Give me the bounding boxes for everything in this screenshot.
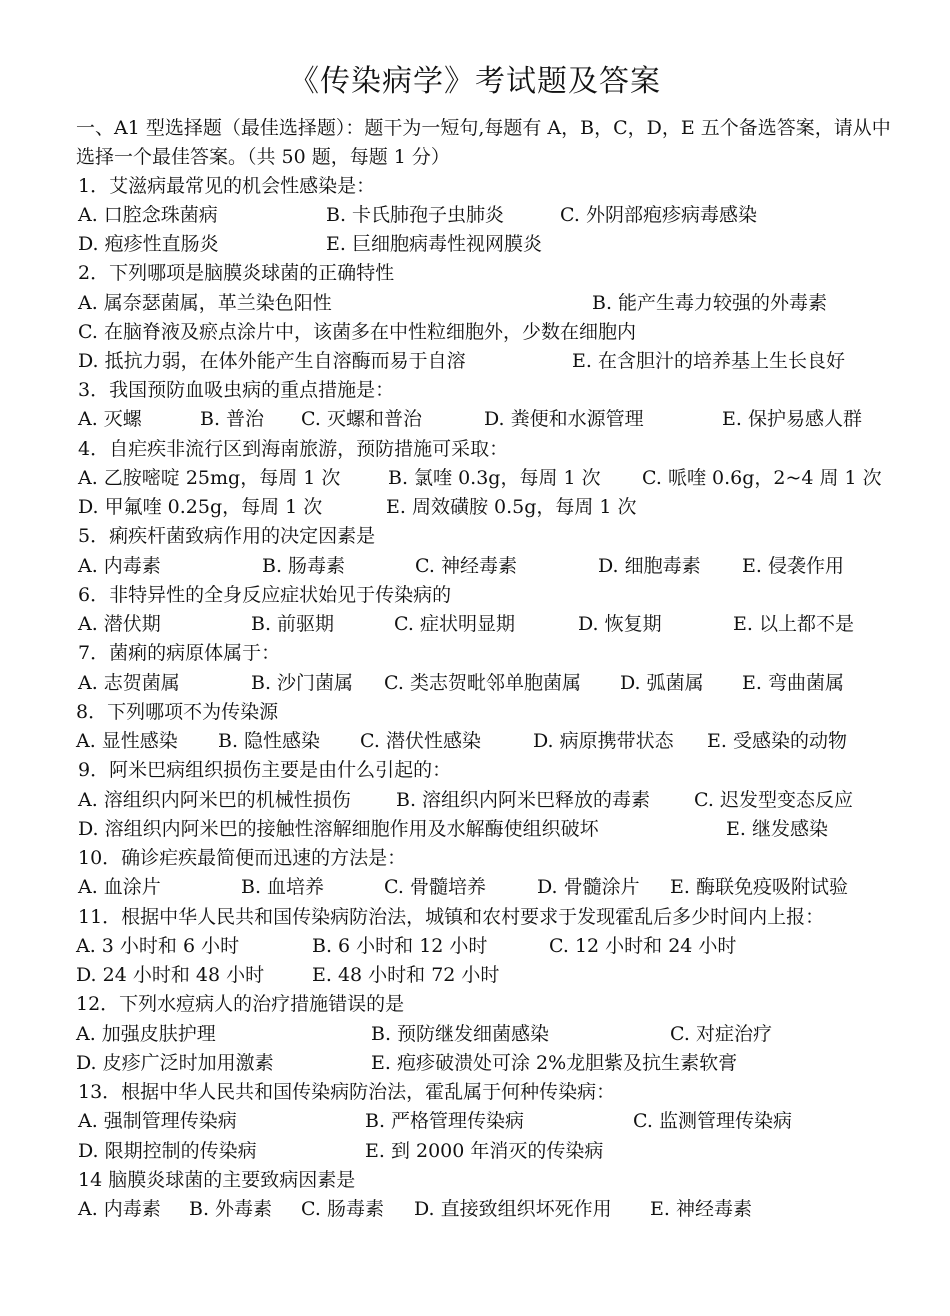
- answer-option: D. 溶组织内阿米巴的接触性溶解细胞作用及水解酶使组织破坏: [78, 818, 599, 840]
- answer-option: D. 甲氟喹 0.25g，每周 1 次: [78, 496, 323, 518]
- answer-option: C. 对症治疗: [670, 1023, 772, 1045]
- section-intro: 一、A1 型选择题（最佳选择题）：题干为一短句,每题有 A，B，C，D，E 五个备选答案，请从中选择一个最佳答案。（共 50 题，每题 1 分）: [76, 117, 891, 168]
- answer-option: C. 外阴部疱疹病毒感染: [560, 204, 757, 226]
- answer-option: A. 属奈瑟菌属，革兰染色阳性: [78, 292, 332, 314]
- answer-option: A. 内毒素: [78, 555, 161, 577]
- answer-option: B. 血培养: [241, 876, 325, 898]
- answer-option: E. 侵袭作用: [742, 555, 844, 577]
- answer-option: C. 迟发型变态反应: [694, 789, 853, 811]
- answer-option: D. 24 小时和 48 小时: [76, 964, 265, 986]
- answer-option: D. 皮疹广泛时加用激素: [76, 1052, 274, 1074]
- answer-option: E. 受感染的动物: [707, 730, 847, 752]
- question-stem: 3．我国预防血吸虫病的重点措施是：: [78, 379, 395, 401]
- answer-option: C. 神经毒素: [415, 555, 517, 577]
- answer-option: E. 48 小时和 72 小时: [312, 964, 500, 986]
- answer-option: C. 哌喹 0.6g，2~4 周 1 次: [642, 467, 882, 489]
- answer-option: E. 保护易感人群: [722, 408, 862, 430]
- answer-option: D. 粪便和水源管理: [484, 408, 644, 430]
- answer-option: E. 到 2000 年消灭的传染病: [365, 1140, 604, 1162]
- answer-option: A. 灭螺: [78, 408, 142, 430]
- question-stem: 5．痢疾杆菌致病作用的决定因素是: [78, 525, 376, 547]
- answer-option: D. 恢复期: [578, 613, 662, 635]
- answer-option: E. 在含胆汁的培养基上生长良好: [572, 350, 845, 372]
- question-stem: 2．下列哪项是脑膜炎球菌的正确特性: [78, 262, 395, 284]
- answer-option: E. 神经毒素: [650, 1198, 752, 1220]
- answer-option: A. 3 小时和 6 小时: [76, 935, 240, 957]
- answer-option: E. 酶联免疫吸附试验: [670, 876, 848, 898]
- answer-option: B. 6 小时和 12 小时: [312, 935, 488, 957]
- question-stem: 4．自疟疾非流行区到海南旅游，预防措施可采取：: [78, 438, 509, 460]
- answer-option: B. 肠毒素: [262, 555, 346, 577]
- answer-option: E. 弯曲菌属: [742, 672, 844, 694]
- answer-option: A. 显性感染: [76, 730, 178, 752]
- answer-option: C. 骨髓培养: [384, 876, 486, 898]
- question-stem: 13．根据中华人民共和国传染病防治法，霍乱属于何种传染病：: [78, 1081, 616, 1103]
- answer-option: E. 疱疹破溃处可涂 2%龙胆紫及抗生素软膏: [371, 1052, 738, 1074]
- answer-option: A. 口腔念珠菌病: [78, 204, 218, 226]
- answer-option: A. 血涂片: [78, 876, 161, 898]
- question-stem: 8．下列哪项不为传染源: [76, 701, 279, 723]
- answer-option: B. 沙门菌属: [251, 672, 354, 694]
- answer-option: C. 12 小时和 24 小时: [549, 935, 737, 957]
- answer-option: C. 类志贺毗邻单胞菌属: [384, 672, 581, 694]
- answer-option: B. 卡氏肺孢子虫肺炎: [326, 204, 505, 226]
- answer-option: B. 氯喹 0.3g，每周 1 次: [388, 467, 601, 489]
- answer-option: A. 内毒素: [78, 1198, 161, 1220]
- question-stem: 14 脑膜炎球菌的主要致病因素是: [78, 1169, 356, 1191]
- answer-option: D. 细胞毒素: [598, 555, 701, 577]
- answer-option: C. 灭螺和普治: [301, 408, 422, 430]
- answer-option: B. 隐性感染: [218, 730, 321, 752]
- answer-option: B. 严格管理传染病: [365, 1110, 525, 1132]
- answer-option: E. 周效磺胺 0.5g，每周 1 次: [386, 496, 637, 518]
- answer-option: D. 弧菌属: [620, 672, 704, 694]
- answer-option: C. 在脑脊液及瘀点涂片中，该菌多在中性粒细胞外，少数在细胞内: [78, 321, 636, 343]
- question-stem: 12．下列水痘病人的治疗措施错误的是: [76, 993, 405, 1015]
- answer-option: B. 溶组织内阿米巴释放的毒素: [396, 789, 651, 811]
- answer-option: E. 巨细胞病毒性视网膜炎: [326, 233, 542, 255]
- answer-option: A. 志贺菌属: [78, 672, 180, 694]
- answer-option: C. 监测管理传染病: [633, 1110, 792, 1132]
- question-stem: 6．非特异性的全身反应症状始见于传染病的: [78, 584, 452, 606]
- answer-option: B. 外毒素: [189, 1198, 273, 1220]
- answer-option: C. 肠毒素: [301, 1198, 384, 1220]
- question-stem: 10．确诊疟疾最简便而迅速的方法是：: [78, 847, 407, 869]
- answer-option: A. 强制管理传染病: [78, 1110, 237, 1132]
- answer-option: A. 乙胺嘧啶 25mg，每周 1 次: [78, 467, 341, 489]
- answer-option: D. 病原携带状态: [533, 730, 674, 752]
- question-stem: 1．艾滋病最常见的机会性感染是：: [78, 175, 376, 197]
- answer-option: C. 潜伏性感染: [360, 730, 481, 752]
- question-stem: 11．根据中华人民共和国传染病防治法，城镇和农村要求于发现霍乱后多少时间内上报：: [78, 906, 825, 928]
- answer-option: B. 预防继发细菌感染: [371, 1023, 550, 1045]
- answer-option: B. 能产生毒力较强的外毒素: [592, 292, 828, 314]
- answer-option: D. 骨髓涂片: [537, 876, 640, 898]
- answer-option: D. 直接致组织坏死作用: [414, 1198, 612, 1220]
- answer-option: A. 加强皮肤护理: [76, 1023, 216, 1045]
- answer-option: B. 普治: [200, 408, 265, 430]
- answer-option: A. 潜伏期: [78, 613, 161, 635]
- answer-option: D. 抵抗力弱，在体外能产生自溶酶而易于自溶: [78, 350, 466, 372]
- answer-option: E. 继发感染: [726, 818, 828, 840]
- question-stem: 7．菌痢的病原体属于：: [78, 642, 281, 664]
- answer-option: D. 限期控制的传染病: [78, 1140, 257, 1162]
- answer-option: D. 疱疹性直肠炎: [78, 233, 219, 255]
- answer-option: A. 溶组织内阿米巴的机械性损伤: [78, 789, 351, 811]
- answer-option: E. 以上都不是: [733, 613, 854, 635]
- answer-option: B. 前驱期: [251, 613, 335, 635]
- question-stem: 9．阿米巴病组织损伤主要是由什么引起的：: [78, 759, 452, 781]
- answer-option: C. 症状明显期: [394, 613, 515, 635]
- page-title: 《传染病学》考试题及答案: [289, 64, 661, 99]
